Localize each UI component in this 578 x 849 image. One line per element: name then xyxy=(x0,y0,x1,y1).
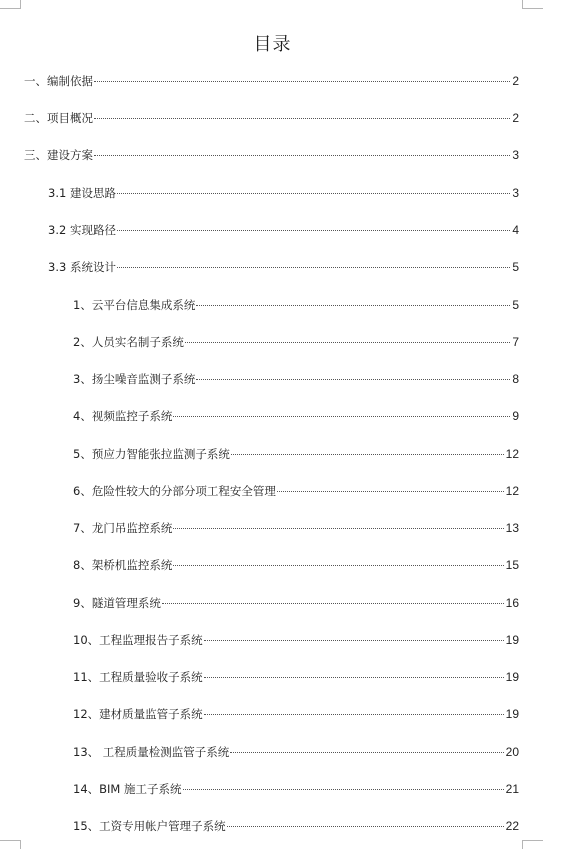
toc-entry-label: 11、工程质量验收子系统 xyxy=(73,670,203,684)
dot-leader xyxy=(204,714,504,715)
toc-entry[interactable] xyxy=(73,781,519,797)
crop-mark-bottom-right xyxy=(522,840,543,849)
dot-leader xyxy=(227,826,504,827)
toc-entry-page: 19 xyxy=(505,707,519,721)
dot-leader xyxy=(94,118,510,119)
toc-entry[interactable] xyxy=(73,297,519,313)
toc-entry[interactable] xyxy=(24,147,519,163)
toc-entry-page: 12 xyxy=(505,447,519,461)
toc-entry-label: 13、 工程质量检测监管子系统 xyxy=(73,745,230,759)
toc-entry[interactable] xyxy=(73,595,519,611)
toc-entry-label: 4、视频监控子系统 xyxy=(73,409,173,423)
toc-entry-label: 3.2 实现路径 xyxy=(48,223,116,237)
toc-entry-label: 三、建设方案 xyxy=(24,148,93,162)
toc-entry[interactable] xyxy=(24,110,519,126)
dot-leader xyxy=(204,677,504,678)
toc-entry-label: 10、工程监理报告子系统 xyxy=(73,633,203,647)
toc-entry-page: 20 xyxy=(505,745,519,759)
toc-entry-page: 2 xyxy=(512,111,519,125)
crop-mark-top-right xyxy=(522,0,543,9)
crop-mark-bottom-left xyxy=(0,840,21,849)
toc-entry[interactable] xyxy=(48,259,519,275)
toc-entry-page: 5 xyxy=(512,298,519,312)
toc-entry-page: 13 xyxy=(505,521,519,535)
toc-entry-page: 4 xyxy=(512,223,519,237)
toc-entry-label: 14、BIM 施工子系统 xyxy=(73,782,182,796)
dot-leader xyxy=(173,416,510,417)
crop-mark-top-left xyxy=(0,0,21,9)
dot-leader xyxy=(117,193,510,194)
toc-entry-page: 5 xyxy=(512,260,519,274)
toc-entry-page: 8 xyxy=(512,372,519,386)
toc-entry-page: 21 xyxy=(505,782,519,796)
dot-leader xyxy=(173,528,503,529)
toc-entry[interactable] xyxy=(73,706,519,722)
toc-entry-label: 一、编制依据 xyxy=(24,74,93,88)
dot-leader xyxy=(231,454,504,455)
toc-entry[interactable] xyxy=(73,669,519,685)
dot-leader xyxy=(185,342,510,343)
toc-entry-page: 2 xyxy=(512,74,519,88)
toc-entry[interactable] xyxy=(73,483,519,499)
dot-leader xyxy=(230,752,503,753)
dot-leader xyxy=(196,379,510,380)
toc-entry-page: 9 xyxy=(512,409,519,423)
toc-entry-page: 7 xyxy=(512,335,519,349)
dot-leader xyxy=(117,267,510,268)
toc-entry-label: 1、云平台信息集成系统 xyxy=(73,298,196,312)
toc-entry-label: 2、人员实名制子系统 xyxy=(73,335,184,349)
toc-entry-page: 12 xyxy=(505,484,519,498)
toc-entry-label: 5、预应力智能张拉监测子系统 xyxy=(73,447,230,461)
dot-leader xyxy=(277,491,504,492)
dot-leader xyxy=(204,640,504,641)
dot-leader xyxy=(183,789,504,790)
dot-leader xyxy=(117,230,510,231)
toc-entry-label: 7、龙门吊监控系统 xyxy=(73,521,173,535)
dot-leader xyxy=(162,603,504,604)
dot-leader xyxy=(94,81,510,82)
toc-entry-label: 9、隧道管理系统 xyxy=(73,596,161,610)
toc-entry[interactable] xyxy=(73,557,519,573)
toc-entry[interactable] xyxy=(73,408,519,424)
toc-entry[interactable] xyxy=(48,185,519,201)
toc-entry-page: 3 xyxy=(512,186,519,200)
toc-entry[interactable] xyxy=(73,520,519,536)
toc-entry-page: 19 xyxy=(505,633,519,647)
toc-entry-label: 12、建材质量监管子系统 xyxy=(73,707,203,721)
toc-entry[interactable] xyxy=(73,744,519,760)
toc-entry-page: 19 xyxy=(505,670,519,684)
toc-entry-label: 二、项目概况 xyxy=(24,111,93,125)
toc-entry-label: 6、危险性较大的分部分项工程安全管理 xyxy=(73,484,276,498)
toc-entry-page: 15 xyxy=(505,558,519,572)
toc-entry-label: 3.3 系统设计 xyxy=(48,260,116,274)
toc-entry-page: 3 xyxy=(512,148,519,162)
toc-title: 目录 xyxy=(253,34,292,55)
toc-entry[interactable] xyxy=(73,446,519,462)
toc-entry[interactable] xyxy=(48,222,519,238)
toc-entry[interactable] xyxy=(73,818,519,834)
toc-entry-label: 3.1 建设思路 xyxy=(48,186,116,200)
toc-entry-label: 15、工资专用帐户管理子系统 xyxy=(73,819,226,833)
toc-entry-page: 16 xyxy=(505,596,519,610)
dot-leader xyxy=(94,155,510,156)
toc-entry-page: 22 xyxy=(505,819,519,833)
dot-leader xyxy=(173,565,503,566)
toc-entry[interactable] xyxy=(24,73,519,89)
dot-leader xyxy=(196,305,510,306)
toc-entry[interactable] xyxy=(73,371,519,387)
toc-entry[interactable] xyxy=(73,632,519,648)
toc-entry-label: 8、架桥机监控系统 xyxy=(73,558,173,572)
toc-entry-label: 3、扬尘噪音监测子系统 xyxy=(73,372,196,386)
toc-entry[interactable] xyxy=(73,334,519,350)
